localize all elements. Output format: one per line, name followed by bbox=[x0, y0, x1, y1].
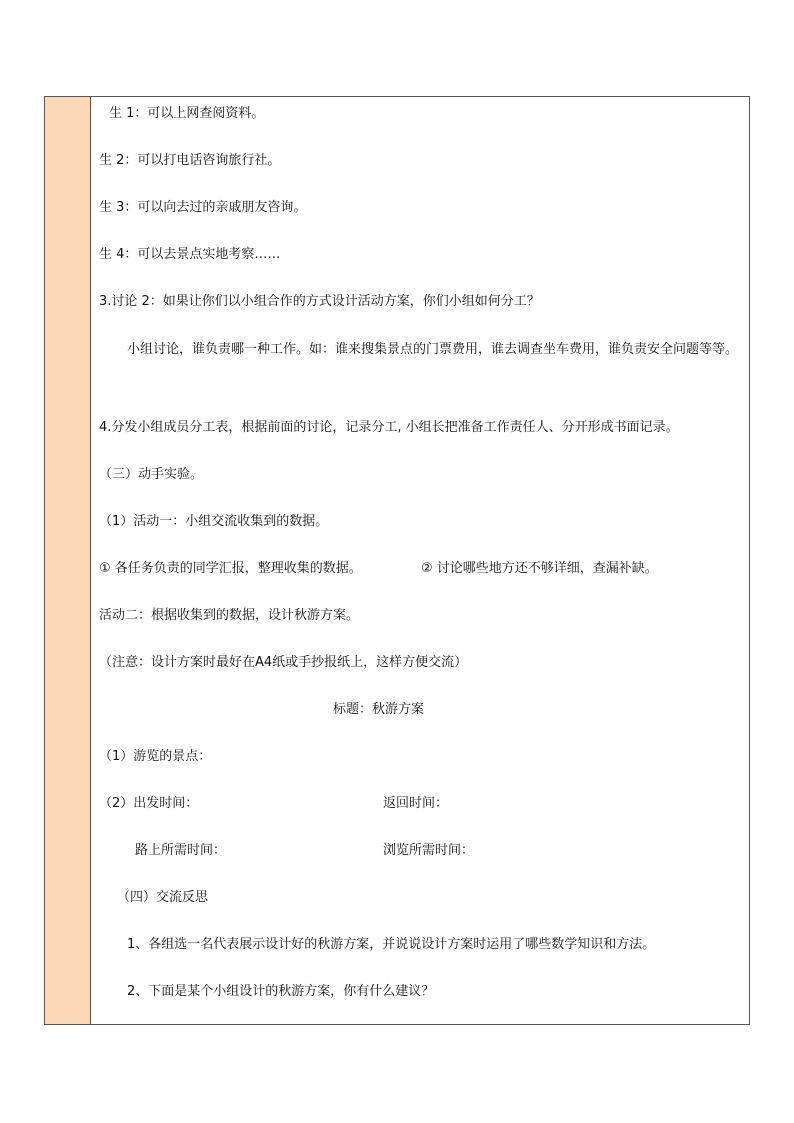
student-answer-1: 生 1：可以上网查阅资料。 bbox=[109, 106, 265, 121]
step-4-paragraph: 4.分发小组成员分工表，根据前面的讨论，记录分工, 小组长把准备工作责任人、分开形成书面记录。 bbox=[99, 420, 679, 435]
section-3-heading: （三）动手实验。 bbox=[99, 467, 204, 482]
activity-1: （1）活动一：小组交流收集到的数据。 bbox=[99, 514, 329, 529]
field-scenic-spot: （1）游览的景点： bbox=[99, 749, 212, 764]
reflection-1: 1、各组选一名代表展示设计好的秋游方案，并说说设计方案时运用了哪些数学知识和方法。 bbox=[127, 937, 656, 952]
group-discussion-paragraph: 小组讨论，谁负责哪一种工作。如：谁来搜集景点的门票费用，谁去调查坐车费用，谁负责安全问题等等。 bbox=[127, 342, 739, 357]
discussion-question-2: 3.讨论 2：如果让你们以小组合作的方式设计活动方案，你们小组如何分工？ bbox=[99, 294, 540, 309]
activity-1-item-1: ① 各任务负责的同学汇报，整理收集的数据。 bbox=[99, 561, 362, 576]
student-answer-3: 生 3：可以向去过的亲戚朋友咨询。 bbox=[99, 200, 307, 215]
section-label-column bbox=[45, 97, 91, 1024]
section-4-heading: （四）交流反思 bbox=[117, 890, 209, 905]
student-answer-4: 生 4：可以去景点实地考察…… bbox=[99, 247, 281, 262]
field-travel-time: 路上所需时间： bbox=[135, 843, 227, 858]
activity-1-item-2: ② 讨论哪些地方还不够详细，查漏补缺。 bbox=[421, 561, 658, 576]
design-note: （注意：设计方案时最好在A4纸或手抄报纸上，这样方便交流） bbox=[99, 655, 468, 670]
activity-2: 活动二：根据收集到的数据，设计秋游方案。 bbox=[99, 608, 360, 623]
field-visit-time: 浏览所需时间： bbox=[383, 843, 475, 858]
field-return-time: 返回时间： bbox=[383, 796, 449, 811]
field-departure-time: （2）出发时间： bbox=[99, 796, 199, 811]
reflection-2: 2、下面是某个小组设计的秋游方案，你有什么建议？ bbox=[127, 984, 435, 999]
student-answer-2: 生 2：可以打电话咨询旅行社。 bbox=[99, 153, 281, 168]
plan-title: 标题：秋游方案 bbox=[333, 702, 425, 717]
lesson-content-cell bbox=[91, 97, 749, 1024]
lesson-table bbox=[44, 96, 750, 1025]
